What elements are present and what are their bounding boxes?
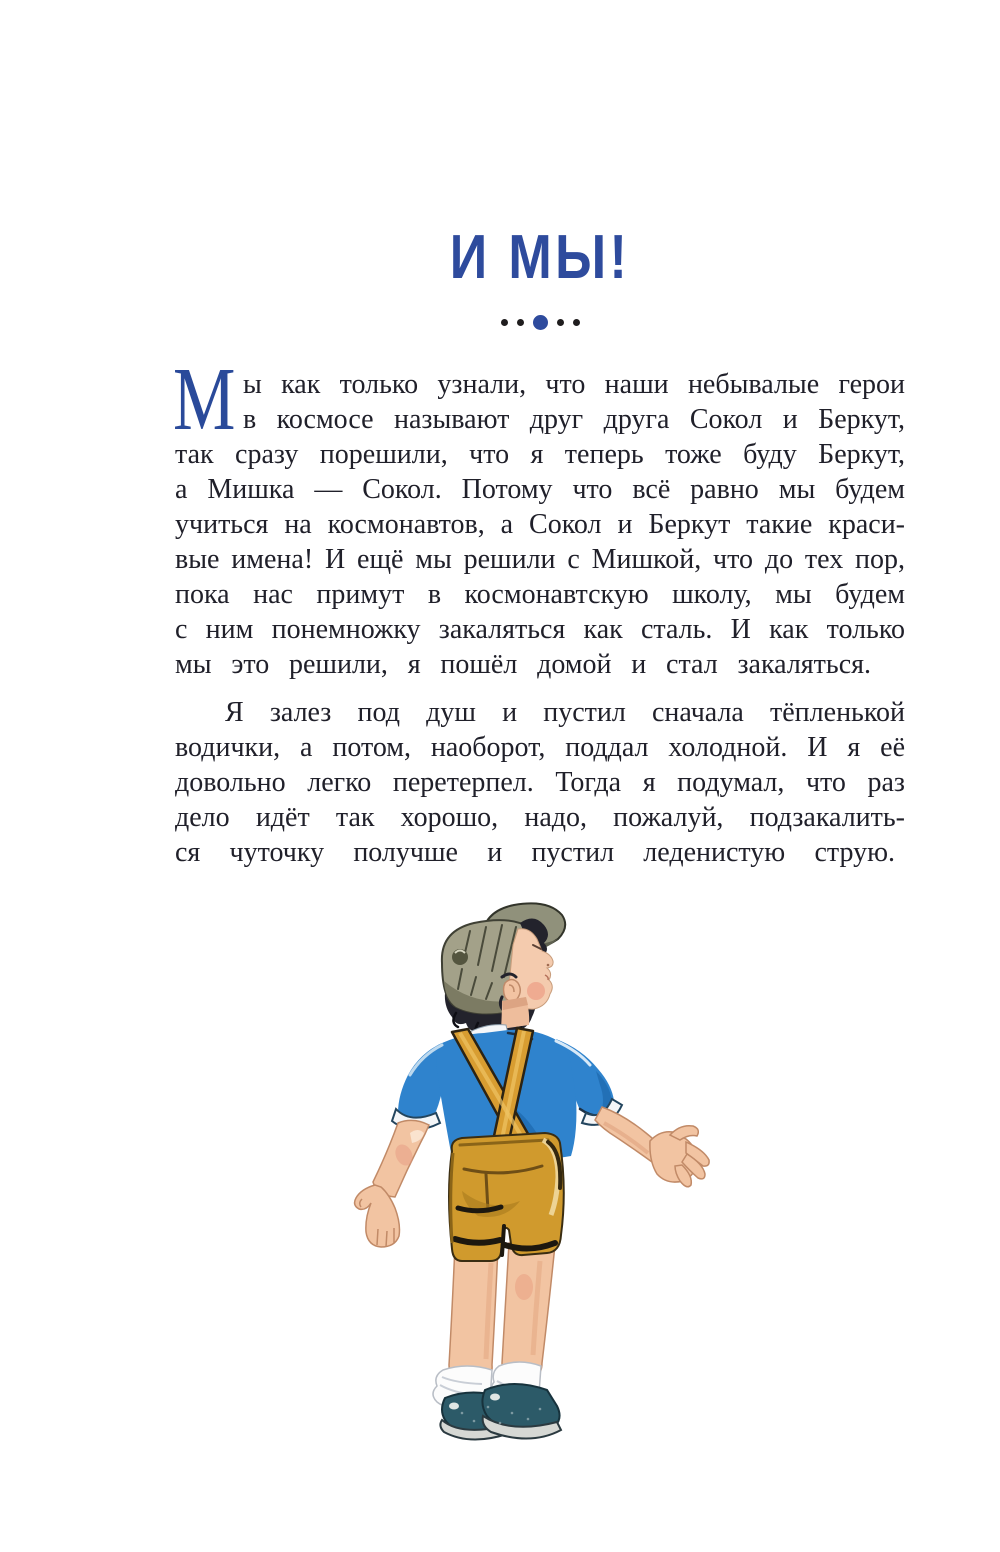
text-line: с ним понемножку закаляться как сталь. И как только — [175, 614, 905, 645]
text-line: а Мишка — Сокол. Потому что всё равно мы будем — [175, 474, 905, 505]
drop-cap-letter: М — [173, 350, 236, 449]
divider-dot-black — [517, 319, 524, 326]
text-line: Я залез под душ и пустил сначала тёпленькой — [225, 697, 905, 728]
text-line: довольно легко перетерпел. Тогда я подумал, что раз — [175, 767, 905, 798]
section-divider-dots — [175, 314, 905, 330]
paragraph-1 — [173, 350, 905, 682]
text-line: дело идёт так хорошо, надо, пожалуй, подзакалить- — [175, 802, 905, 833]
divider-dot-black — [557, 319, 564, 326]
divider-dot-black — [573, 319, 580, 326]
text-line: в космосе называют друг друга Сокол и Беркут, — [243, 404, 905, 435]
text-line: мы это решили, я пошёл домой и стал закаляться. — [175, 649, 871, 680]
text-line: учиться на космонавтов, а Сокол и Беркут такие краси- — [175, 509, 905, 540]
boy-illustration — [352, 893, 712, 1453]
divider-dot-blue — [533, 315, 548, 330]
paragraph-2 — [175, 695, 905, 870]
text-line: пока нас примут в космонавтскую школу, мы будем — [175, 579, 905, 610]
story-text-block — [173, 350, 905, 870]
divider-dot-black — [501, 319, 508, 326]
ear — [504, 980, 521, 1002]
text-line: так сразу порешили, что я теперь тоже буду Беркут, — [175, 439, 905, 470]
right-leg — [502, 1243, 555, 1375]
text-line: ы как только узнали, что наши небывалые герои — [243, 369, 905, 400]
text-line: вые имена! И ещё мы решили с Мишкой, что до тех пор, — [175, 544, 905, 575]
right-hand — [650, 1126, 709, 1187]
cheek-blush — [527, 982, 545, 1000]
text-line: ся чуточку получше и пустил леденистую струю. — [175, 837, 895, 868]
text-line: водички, а потом, наоборот, поддал холодной. И я её — [175, 732, 905, 763]
chapter-title: И МЫ! — [449, 223, 631, 292]
